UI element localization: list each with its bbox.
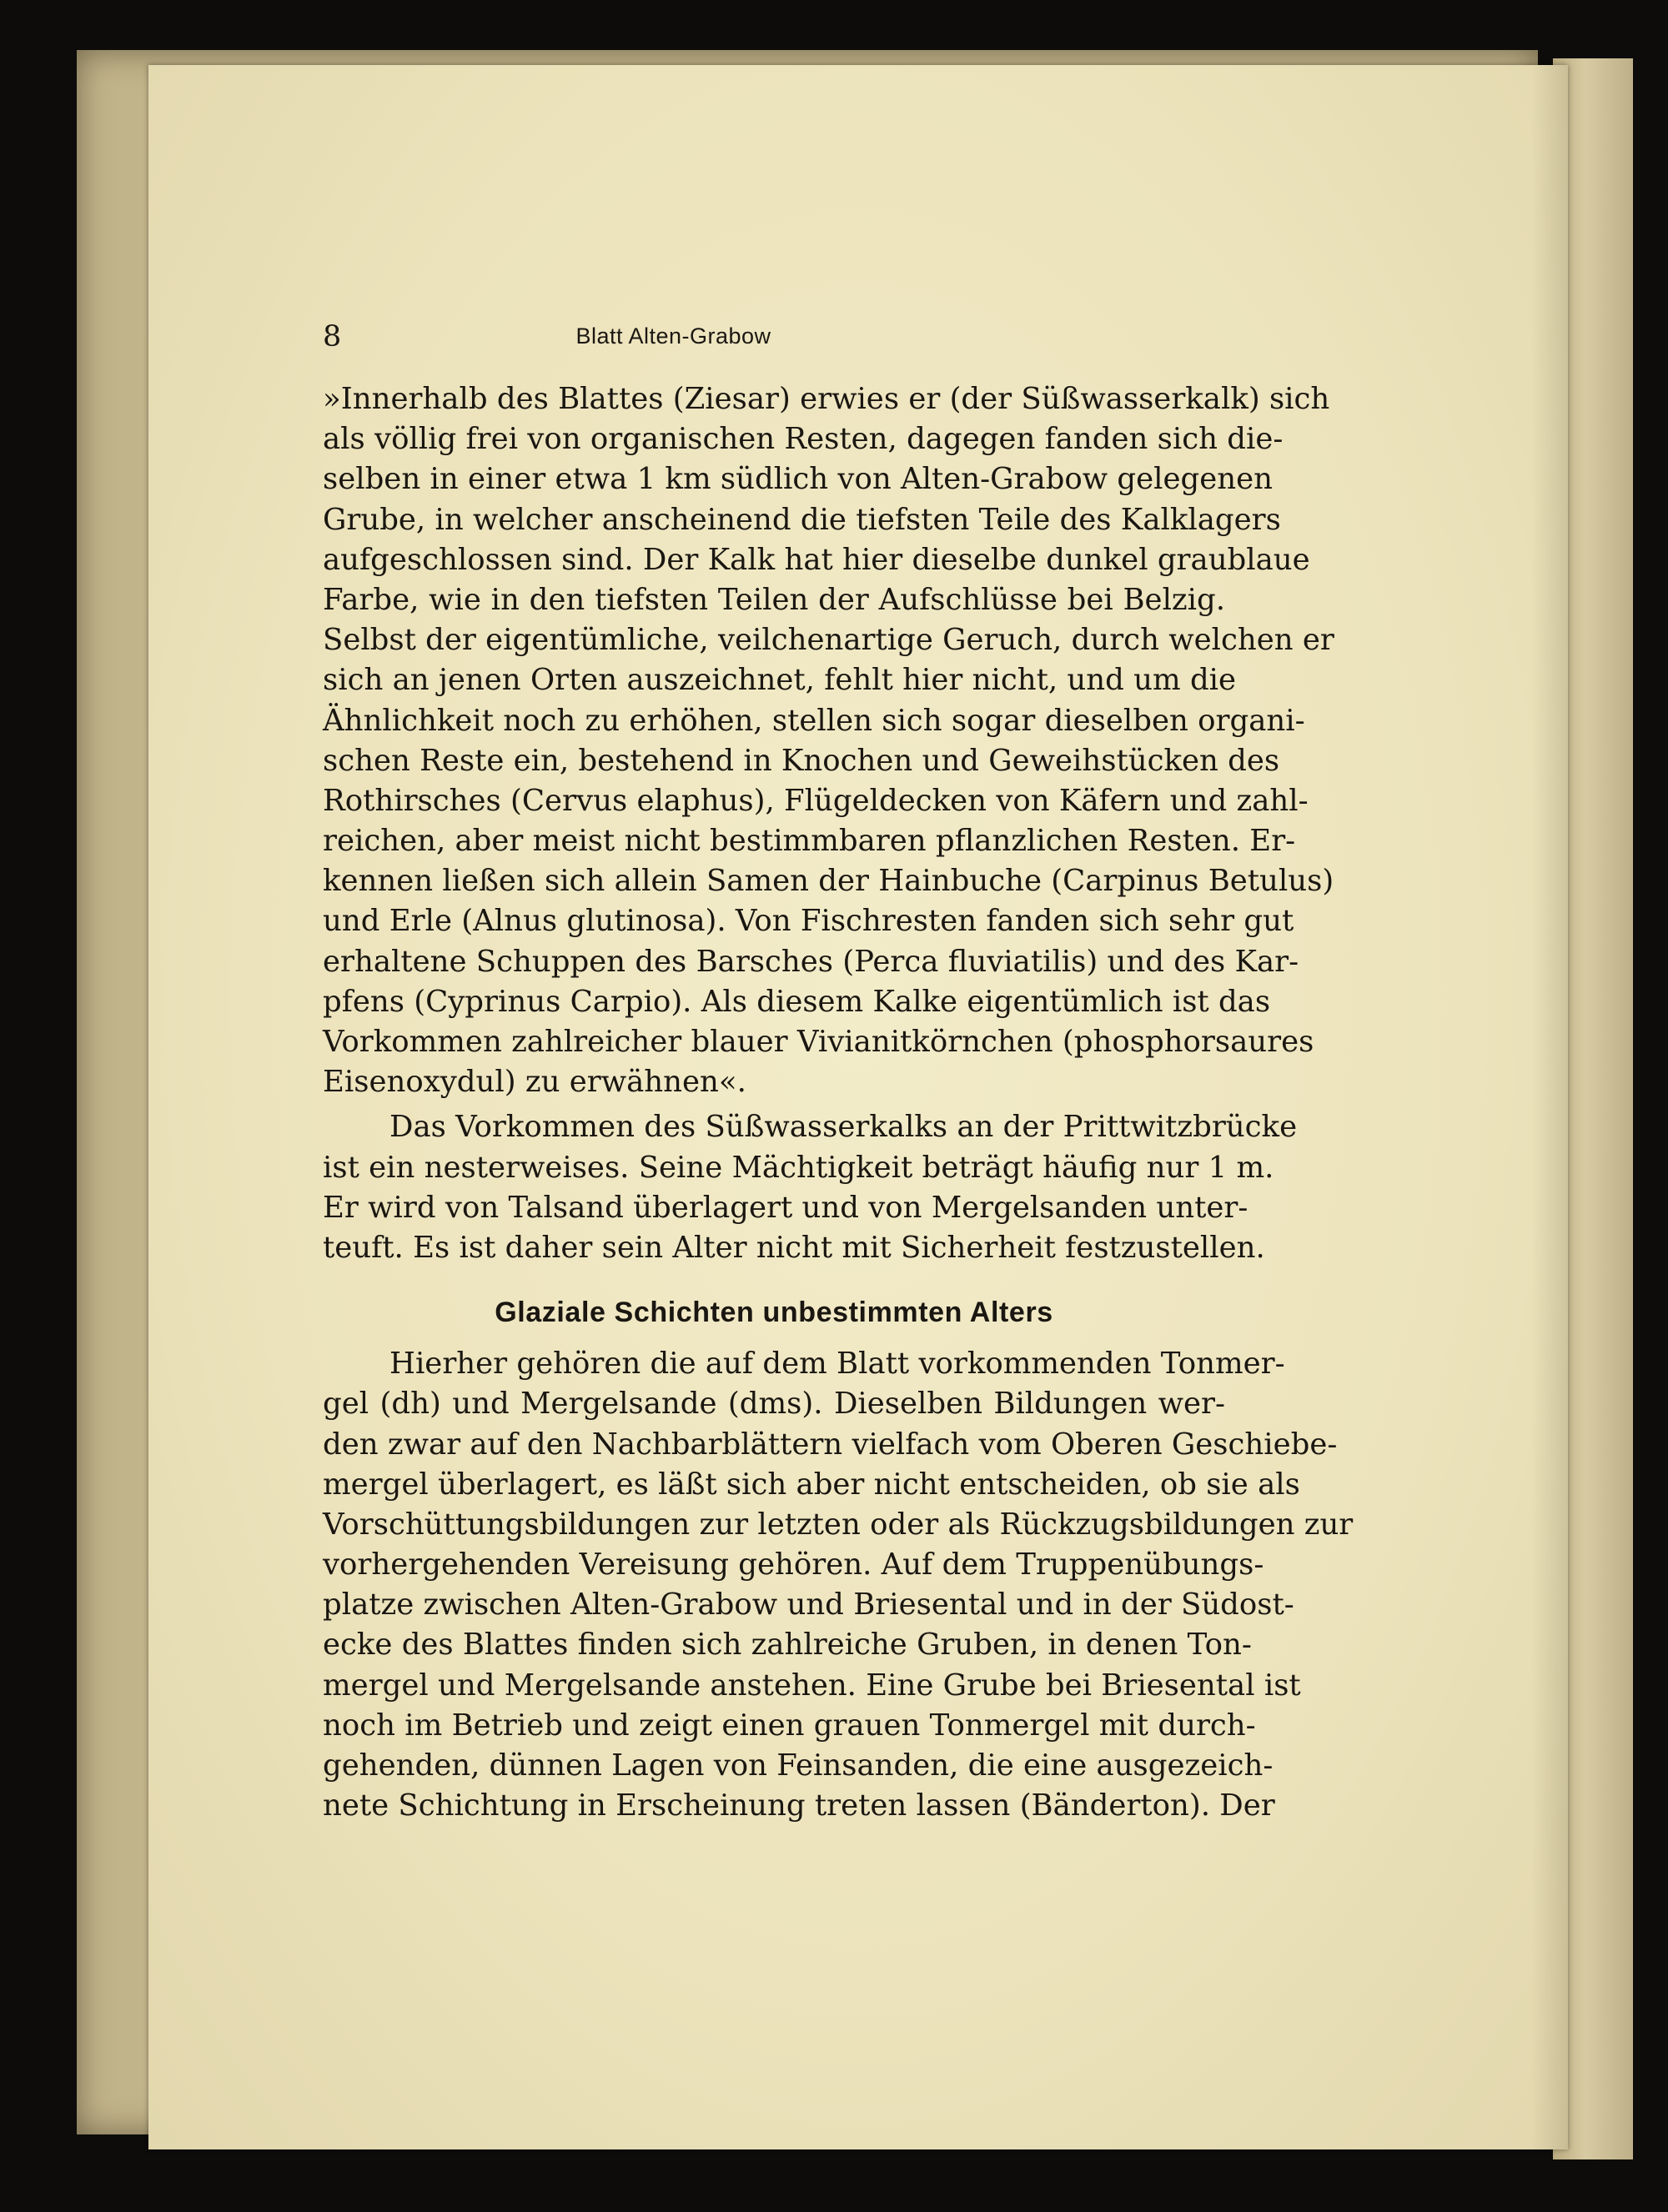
text-line: mergel überlagert, es läßt sich aber nicht entscheiden, ob sie als: [323, 1467, 1300, 1502]
text-line: Er wird von Talsand überlagert und von Mergelsanden unter-: [323, 1190, 1248, 1225]
body-text: [323, 379, 1354, 1826]
text-line: ist ein nesterweises. Seine Mächtigkeit beträgt häufig nur 1 m.: [323, 1150, 1274, 1185]
text-line: den zwar auf den Nachbarblättern vielfach vom Oberen Geschiebe-: [323, 1427, 1338, 1462]
text-line: vorhergehenden Vereisung gehören. Auf dem Truppenübungs-: [323, 1547, 1264, 1583]
text-line: noch im Betrieb und zeigt einen grauen Tonmergel mit durch-: [323, 1708, 1256, 1743]
text-line: »Innerhalb des Blattes (Ziesar) erwies er (der Süßwasserkalk) sich: [323, 382, 1330, 416]
page-gutter-shadow: [1531, 65, 1568, 2149]
text-line: Farbe, wie in den tiefsten Teilen der Aufschlüsse bei Belzig.: [323, 582, 1225, 617]
running-title: Blatt Alten-Grabow: [575, 324, 771, 349]
text-line: Ähnlichkeit noch zu erhöhen, stellen sich sogar dieselben organi-: [323, 703, 1305, 738]
text-line: reichen, aber meist nicht bestimmbaren pflanzlichen Resten. Er-: [323, 824, 1296, 859]
text-line: Rothirsches (Cervus elaphus), Flügeldecken von Käfern und zahl-: [323, 783, 1309, 818]
text-line: Das Vorkommen des Süßwasserkalks an der Prittwitzbrücke: [389, 1110, 1298, 1145]
text-line: und Erle (Alnus glutinosa). Von Fischresten fanden sich sehr gut: [323, 904, 1294, 939]
text-line: pfens (Cyprinus Carpio). Als diesem Kalke eigentümlich ist das: [323, 984, 1271, 1019]
paragraph-2: [323, 1107, 1298, 1268]
text-line: Hierher gehören die auf dem Blatt vorkommenden Tonmer-: [389, 1347, 1285, 1382]
text-line: teuft. Es ist daher sein Alter nicht mit Sicherheit festzustellen.: [323, 1230, 1265, 1265]
text-line: erhaltene Schuppen des Barsches (Perca fluviatilis) und des Kar-: [323, 944, 1299, 979]
paragraph-1: [323, 379, 1334, 1102]
text-line: gehenden, dünnen Lagen von Feinsanden, die eine ausgezeich-: [323, 1748, 1274, 1783]
section-heading: Glaziale Schichten unbestimmten Alters: [495, 1297, 1053, 1329]
page-number: 8: [323, 320, 342, 354]
paragraph-3: [323, 1344, 1354, 1826]
text-line: gel (dh) und Mergelsande (dms). Dieselben Bildungen wer-: [323, 1387, 1225, 1422]
page-header: [323, 320, 1024, 359]
text-line: nete Schichtung in Erscheinung treten lassen (Bänderton). Der: [323, 1788, 1275, 1823]
text-line: platze zwischen Alten-Grabow und Briesental und in der Südost-: [323, 1588, 1294, 1623]
text-line: schen Reste ein, bestehend in Knochen und Geweihstücken des: [323, 743, 1280, 778]
text-line: mergel und Mergelsande anstehen. Eine Grube bei Briesental ist: [323, 1668, 1301, 1703]
text-line: ecke des Blattes finden sich zahlreiche Gruben, in denen Ton-: [323, 1628, 1252, 1663]
text-line: Eisenoxydul) zu erwähnen«.: [323, 1065, 746, 1100]
text-line: sich an jenen Orten auszeichnet, fehlt hier nicht, und um die: [323, 663, 1237, 698]
text-line: kennen ließen sich allein Samen der Hainbuche (Carpinus Betulus): [323, 864, 1334, 899]
text-line: Vorkommen zahlreicher blauer Vivianitkörnchen (phosphorsaures: [323, 1025, 1314, 1059]
text-line: aufgeschlossen sind. Der Kalk hat hier dieselbe dunkel graublaue: [323, 542, 1310, 577]
text-line: als völlig frei von organischen Resten, dagegen fanden sich die-: [323, 422, 1284, 457]
text-line: Grube, in welcher anscheinend die tiefsten Teile des Kalklagers: [323, 502, 1281, 537]
text-line: Vorschüttungsbildungen zur letzten oder als Rückzugsbildungen zur: [323, 1507, 1354, 1542]
text-line: selben in einer etwa 1 km südlich von Alten-Grabow gelegenen: [323, 462, 1273, 497]
text-line: Selbst der eigentümliche, veilchenartige Geruch, durch welchen er: [323, 623, 1334, 658]
